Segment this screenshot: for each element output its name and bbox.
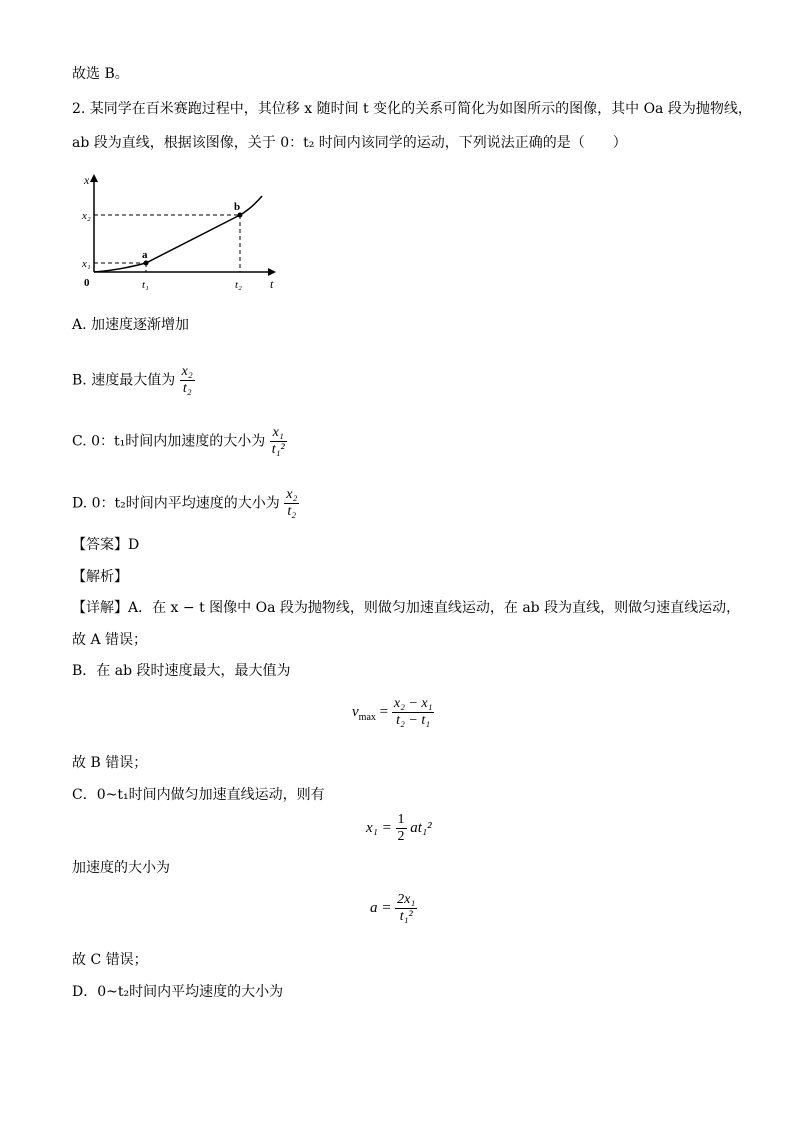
answer-line: 【答案】D — [72, 537, 140, 553]
option-b-text: B. 速度最大值为 — [72, 372, 176, 389]
t2-label: t₂ — [235, 279, 242, 291]
fraction-numerator: x₂ — [286, 487, 298, 502]
option-d-fraction — [284, 487, 299, 520]
option-b — [72, 364, 195, 397]
fraction-denominator: t₂ − t₁ — [396, 713, 431, 728]
option-a: A. 加速度逐渐增加 — [72, 317, 190, 333]
option-c-explanation: C．0~t₁时间内做匀加速直线运动，则有 — [72, 787, 325, 803]
half-fraction — [396, 812, 407, 845]
point-b-label: b — [234, 201, 241, 213]
t-axis-label: t — [270, 277, 274, 291]
origin-label: 0 — [84, 277, 90, 289]
x1-label: x₁ — [82, 258, 91, 270]
x-axis-arrow — [90, 174, 98, 182]
fraction-numerator: 1 — [397, 812, 405, 827]
vmax-equation: $v_{max}$ = $\frac{\text{x₂ − x₁}}{\text{t₂ − t₁}}$ — [352, 696, 433, 728]
option-d-text: D. 0：t₂时间内平均速度的大小为 — [72, 495, 280, 512]
fraction-denominator: t₁² — [399, 909, 413, 924]
acceleration-equation — [370, 892, 417, 925]
question-line-1: 2. 某同学在百米赛跑过程中，其位移 x 随时间 t 变化的关系可简化为如图所示的图像，其中 Oa 段为抛物线， — [72, 101, 752, 117]
previous-answer-line: 故选 B。 — [72, 66, 129, 82]
option-b-explanation: B．在 ab 段时速度最大，最大值为 — [72, 663, 291, 679]
option-b-conclusion: 故 B 错误； — [72, 755, 148, 771]
option-c-conclusion: 故 C 错误； — [72, 952, 148, 968]
option-c — [72, 425, 287, 458]
x2-label: x₂ — [82, 210, 91, 222]
t1-label: t₁ — [142, 279, 149, 291]
fraction-denominator: t₂ — [287, 504, 297, 519]
fraction-numerator: x₂ − x₁ — [393, 696, 433, 711]
point-a — [144, 261, 149, 266]
fraction-denominator: t₁² — [271, 442, 285, 457]
point-a-label: a — [142, 249, 148, 261]
fraction-numerator: x₂ — [181, 364, 193, 379]
displacement-equation — [366, 812, 432, 845]
option-c-fraction — [270, 425, 287, 458]
acceleration-heading: 加速度的大小为 — [72, 860, 170, 876]
option-c-text: C. 0：t₁时间内加速度的大小为 — [72, 433, 266, 450]
t-axis-arrow — [268, 268, 276, 276]
equation-left: a = — [370, 899, 392, 916]
fraction-denominator: 2 — [397, 829, 405, 844]
x-axis-label: x — [84, 173, 90, 187]
option-b-fraction — [180, 364, 195, 397]
equation-left: x₁ = — [366, 819, 392, 836]
vmax-subscript: max — [358, 711, 376, 723]
fraction-numerator: 2x₁ — [397, 892, 416, 907]
fraction-denominator: t₂ — [182, 381, 192, 396]
analysis-heading: 【解析】 — [72, 569, 128, 585]
vmax-fraction — [392, 696, 435, 729]
option-d — [72, 487, 299, 520]
detail-line-1: 【详解】A．在 x − t 图像中 Oa 段为抛物线，则做匀加速直线运动，在 ab 段为直线，则做匀速直线运动， — [72, 600, 741, 616]
x-t-graph — [80, 170, 280, 295]
fraction-numerator: x₁ — [270, 425, 287, 442]
question-line-2: ab 段为直线，根据该图像，关于 0：t₂ 时间内该同学的运动，下列说法正确的是（ ） — [72, 135, 627, 151]
equation-right: at₁² — [410, 819, 432, 836]
detail-line-2: 故 A 错误； — [72, 632, 148, 648]
point-b — [238, 213, 243, 218]
option-d-explanation: D．0~t₂时间内平均速度的大小为 — [72, 984, 284, 1000]
acceleration-fraction — [395, 892, 417, 925]
vmax-symbol: v — [352, 703, 359, 720]
